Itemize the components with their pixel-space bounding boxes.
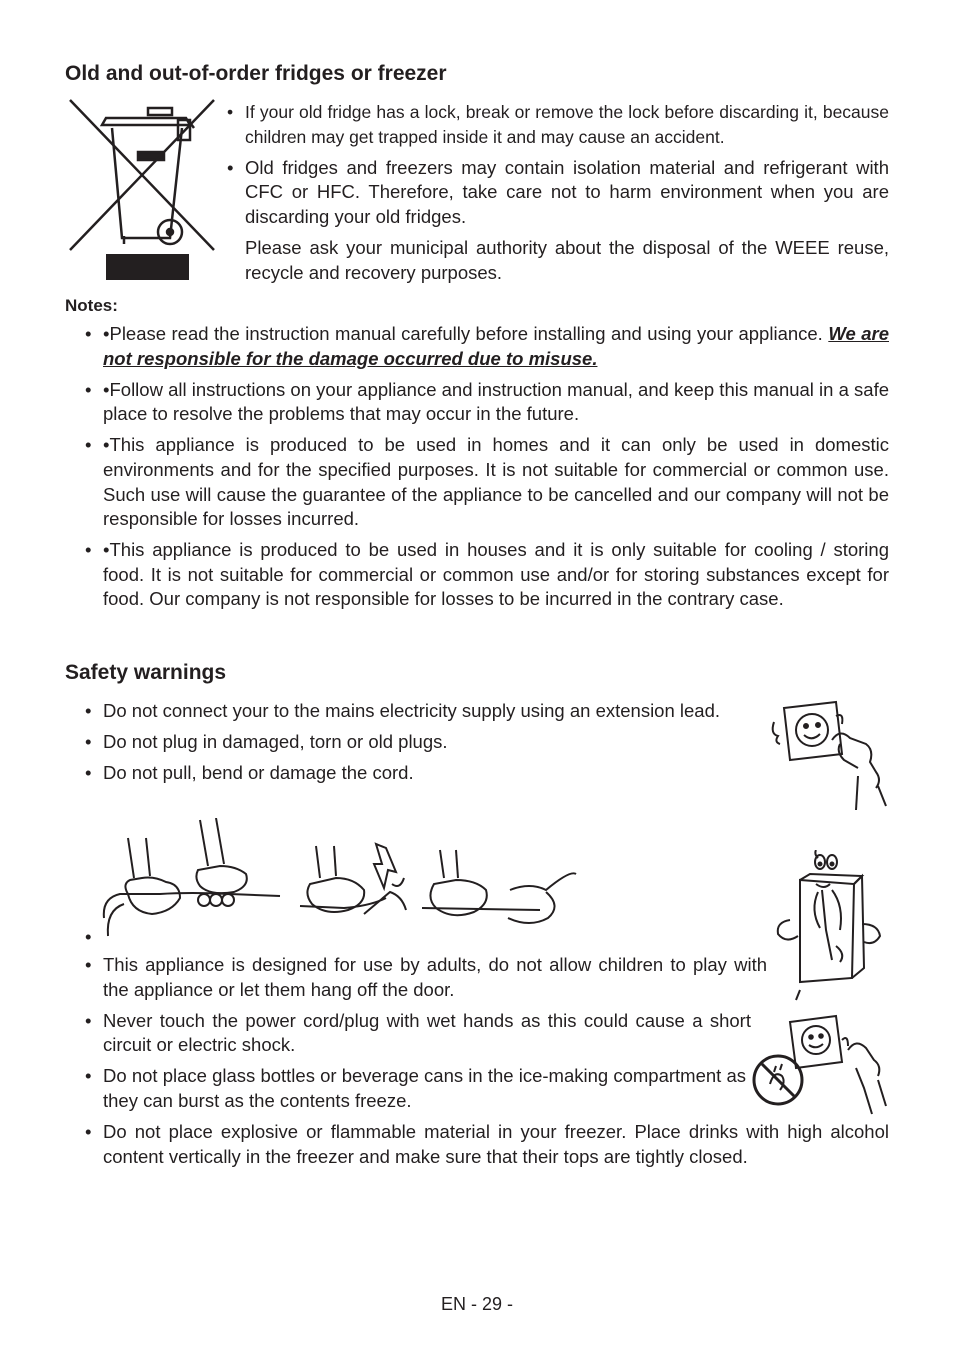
safety-top-content [85,699,773,792]
list-item: • •Follow all instructions on your appliance and instruction manual, and keep this manual in a safe place to resolve the problems that may occur in the future. [85,378,889,425]
list-item: • •Please read the instruction manual carefully before installing and using your appliance. We are not responsible for the damage occurred due to misuse. [85,323,889,369]
list-item: • •This appliance is produced to be used in homes and it can only be used in domestic environments and for the specified purposes. It is not suitable for commercial or common use. Such use will cause the guarantee of the appliance to be cancelled and our company will not be responsible for losses incurred. [85,434,889,530]
crossed-out-wheelie-bin-icon [66,98,220,280]
list-item: • Do not plug in damaged, torn or old plugs. [85,731,448,753]
weee-disposal-paragraph: Please ask your municipal authority about the disposal of the WEEE reuse, recycle and recovery purposes. [245,236,889,283]
cord-damage-icon [100,818,580,942]
list-item: • •This appliance is produced to be used in houses and it is only suitable for cooling / storing food. It is not suitable for commercial or common use and/or for storing substances except for food. Our company is not responsible for losses to be incurred in the contrary case. [85,539,889,610]
section-heading-old-fridges: Old and out-of-order fridges or freezer [65,62,447,85]
safety-list-top [85,699,773,786]
child-hanging-door-icon [770,850,890,1008]
safety-list-bottom [85,953,889,1169]
list-item: • If your old fridge has a lock, break or remove the lock before discarding it, because children may get trapped inside it and may cause an accident. [227,102,889,147]
list-item: • Do not place glass bottles or beverage cans in the ice-making compartment as they can burst as the contents freeze. [85,1065,746,1111]
notes-content [85,322,889,619]
no-wet-hands-icon [752,1010,892,1118]
list-item: • Do not place explosive or flammable material in your freezer. Place drinks with high alcohol content vertically in the freezer and make sure that their tops are tightly closed. [85,1121,889,1167]
list-item: • This appliance is designed for use by adults, do not allow children to play with the appliance or let them hang off the door. [85,954,767,1000]
list-item: • Do not pull, bend or damage the cord. [85,762,414,784]
page-number: EN - 29 - [440,1294,514,1314]
list-item: • Never touch the power cord/plug with wet hands as this could cause a short circuit or electric shock. [85,1009,751,1056]
list-item: • Do not connect your to the mains electricity supply using an extension lead. [85,700,721,721]
old-fridges-content [227,100,889,285]
list-item: • Old fridges and freezers may contain isolation material and refrigerant with CFC or HFC. Therefore, take care not to harm environment when you are discarding your old fridges. [227,156,889,227]
section-heading-safety-warnings: Safety warnings [65,661,227,684]
disclaimer-emphasis: We are not responsible for the damage occurred due to misuse. [103,323,889,369]
socket-hand-icon [770,698,890,814]
notes-label: Notes: [65,296,118,315]
old-fridges-bullet-list [227,100,889,229]
list-bullet-empty: • [85,926,92,947]
notes-list [85,322,889,612]
safety-bottom-content [85,953,889,1176]
